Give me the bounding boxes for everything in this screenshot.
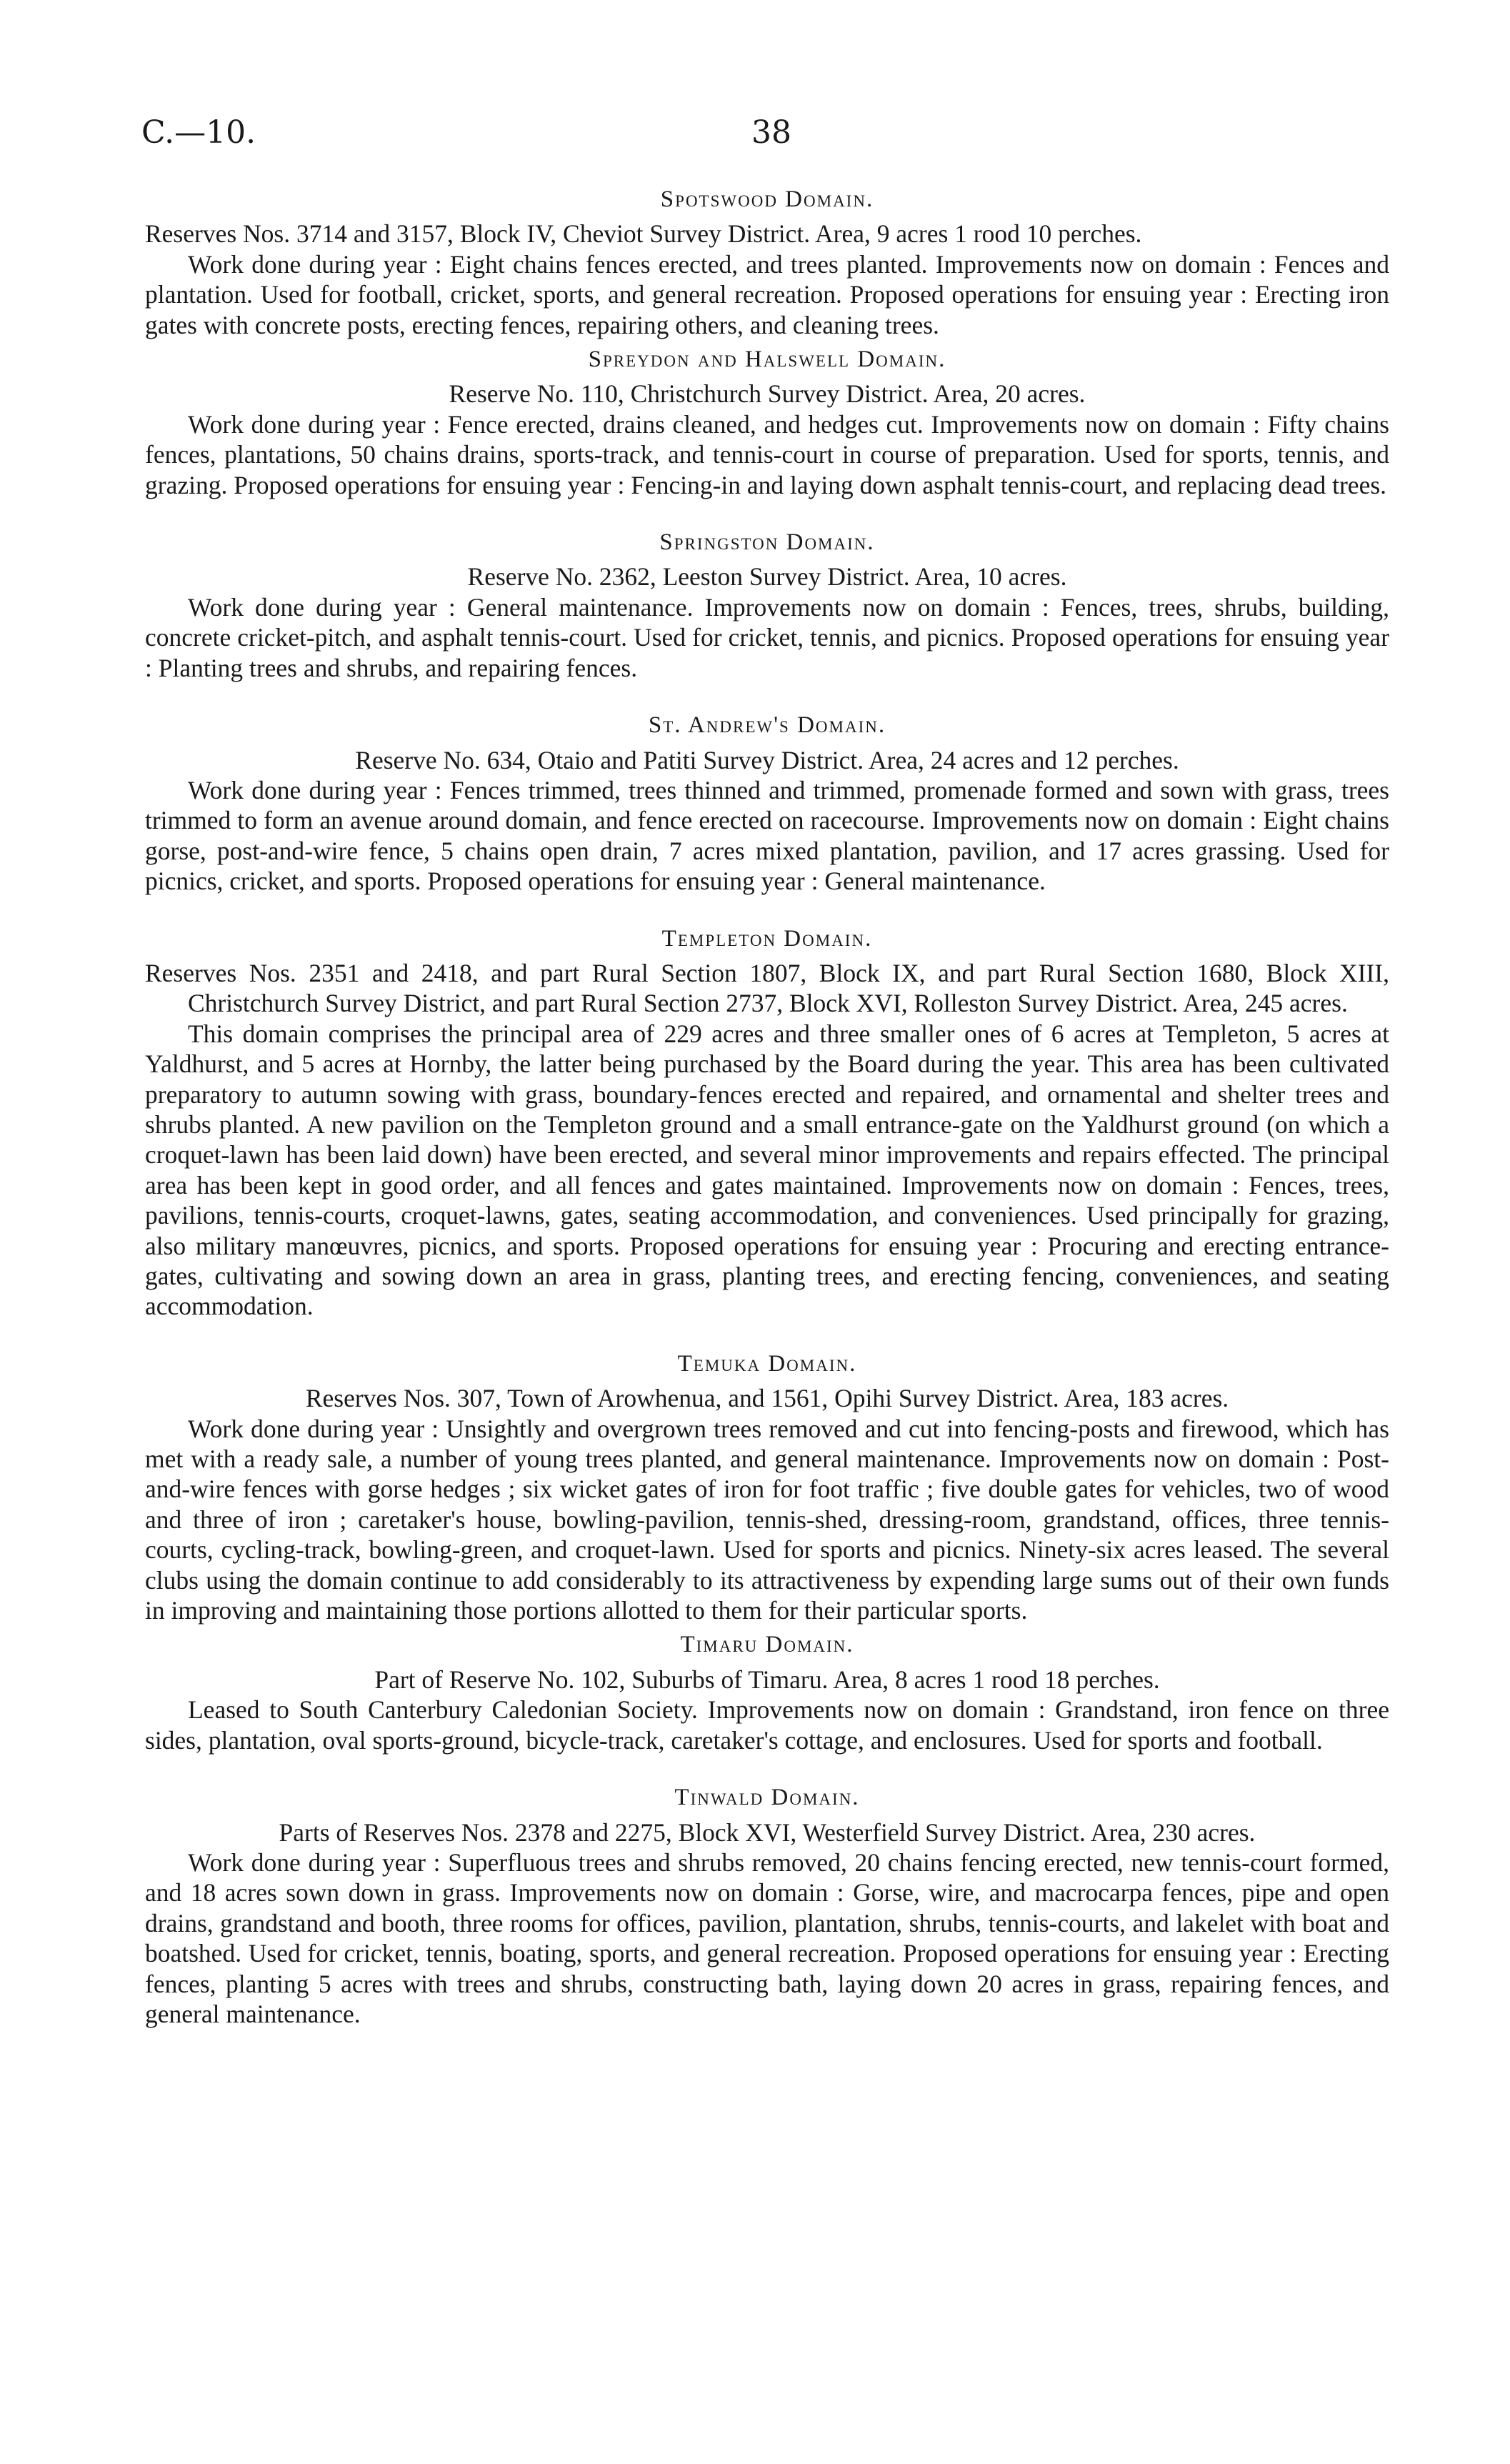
section-paragraph: Work done during year : Fence erected, drains cleaned, and hedges cut. Improvements now on domain : Fifty chains fences, plantations, 50 chains drains, sports-track, and tennis-court in course of preparation. Used for sports, tennis, and grazing. Proposed operations for ensuing year : Fencing-in and laying down asphalt tennis-court, and replacing dead trees. xyxy=(145,409,1389,499)
section-st-andrews-domain xyxy=(145,710,1389,896)
section-spotswood-domain xyxy=(145,184,1389,340)
section-title: Springston Domain. xyxy=(659,529,875,556)
page-number: 38 xyxy=(751,114,791,151)
section-paragraph: This domain comprises the principal area of 229 acres and three smaller ones of 6 acres at Templeton, 5 acres at Yaldhurst, and 5 acres at Hornby, the latter being purchased by the Board during the year. This area has been cultivated preparatory to autumn sowing with grass, boundary-fences erected and repaired, and ornamental and shelter trees and shrubs planted. A new pavilion on the Templeton ground and a small entrance-gate on the Yaldhurst ground (on which a croquet-lawn has been laid down) have been erected, and several minor improvements and repairs effected. The principal area has been kept in good order, and all fences and gates maintained. Improvements now on domain : Fences, trees, pavilions, tennis-courts, croquet-lawns, gates, seating accommodation, and conveniences. Used principally for grazing, also military manœuvres, picnics, and sports. Proposed operations for ensuing year : Procuring and erecting entrance-gates, cultivating and sowing down an area in grass, planting trees, and erecting fencing, conveniences, and seating accommodation. xyxy=(145,1019,1389,1321)
section-paragraph: Work done during year : Unsightly and overgrown trees removed and cut into fencing-posts and firewood, which has met with a ready sale, a number of young trees planted, and general maintenance. Improvements now on domain : Post-and-wire fences with gorse hedges ; six wicket gates of iron for foot traffic ; five double gates for vehicles, two of wood and three of iron ; caretaker's house, bowling-pavilion, tennis-shed, dressing-room, grandstand, offices, three tennis-courts, cycling-track, bowling-green, and croquet-lawn. Used for sports and picnics. Ninety-six acres leased. The several clubs using the domain continue to add considerably to its attractiveness by expending large sums out of their own funds in improving and maintaining those portions allotted to them for their particular sports. xyxy=(145,1414,1389,1625)
section-paragraph: Leased to South Canterbury Caledonian Society. Improvements now on domain : Grandstand, iron fence on three sides, plantation, oval sports-ground, bicycle-track, caretaker's cottage, and enclosures. Used for sports and football. xyxy=(145,1695,1389,1755)
reserve-reference: Reserves Nos. 3714 and 3157, Block IV, Cheviot Survey District. Area, 9 acres 1 rood 10 perches. xyxy=(145,219,1142,249)
reserve-reference: Reserve No. 2362, Leeston Survey District. Area, 10 acres. xyxy=(467,562,1067,592)
reserve-reference: Part of Reserve No. 102, Suburbs of Timaru. Area, 8 acres 1 rood 18 perches. xyxy=(374,1665,1160,1694)
section-timaru-domain xyxy=(145,1630,1389,1755)
section-paragraph: Work done during year : Fences trimmed, trees thinned and trimmed, promenade formed and sown with grass, trees trimmed to form an avenue around domain, and fence erected on racecourse. Improvements now on domain : Eight chains gorse, post-and-wire fence, 5 chains open drain, 7 acres mixed plantation, pavilion, and 17 acres grassing. Used for picnics, cricket, and sports. Proposed operations for ensuing year : General maintenance. xyxy=(145,775,1389,896)
section-paragraph: Work done during year : Superfluous trees and shrubs removed, 20 chains fencing erected, new tennis-court formed, and 18 acres sown down in grass. Improvements now on domain : Gorse, wire, and macrocarpa fences, pipe and open drains, grandstand and booth, three rooms for offices, pavilion, plantation, shrubs, tennis-courts, and lakelet with boat and boatshed. Used for cricket, tennis, boating, sports, and general recreation. Proposed operations for ensuing year : Erecting fences, planting 5 acres with trees and shrubs, constructing bath, laying down 20 acres in grass, repairing fences, and general maintenance. xyxy=(145,1847,1389,2028)
reserve-reference: Reserve No. 110, Christchurch Survey District. Area, 20 acres. xyxy=(449,379,1086,409)
section-title: Timaru Domain. xyxy=(680,1632,854,1658)
section-title: Templeton Domain. xyxy=(661,925,873,952)
section-title: St. Andrew's Domain. xyxy=(648,712,886,739)
reserve-reference: Reserves Nos. 2351 and 2418, and part Rural Section 1807, Block IX, and part Rural Section 1680, Block XIII, Christchurch Survey District, and part Rural Section 2737, Block XVI, Rolleston Survey District. Area, 245 acres. xyxy=(145,958,1389,1018)
section-tinwald-domain xyxy=(145,1782,1389,2029)
report-body xyxy=(145,184,1389,2029)
section-title: Spotswood Domain. xyxy=(660,186,874,212)
reserve-reference: Reserves Nos. 307, Town of Arowhenua, and 1561, Opihi Survey District. Area, 183 acres. xyxy=(305,1384,1229,1413)
reserve-reference: Reserve No. 634, Otaio and Patiti Survey District. Area, 24 acres and 12 perches. xyxy=(355,745,1179,774)
section-springston-domain xyxy=(145,527,1389,683)
section-templeton-domain xyxy=(145,924,1389,1322)
section-paragraph: Work done during year : General maintenance. Improvements now on domain : Fences, trees, shrubs, building, concrete cricket-pitch, and asphalt tennis-court. Used for cricket, tennis, and picnics. Proposed operations for ensuing year : Planting trees and shrubs, and repairing fences. xyxy=(145,592,1389,682)
section-spreydon-halswell-domain xyxy=(145,344,1389,500)
section-title: Temuka Domain. xyxy=(677,1350,857,1377)
parliamentary-paper-code: C.—10. xyxy=(141,114,256,151)
section-temuka-domain xyxy=(145,1349,1389,1626)
reserve-reference: Parts of Reserves Nos. 2378 and 2275, Block XVI, Westerfield Survey District. Area, 230 acres. xyxy=(279,1817,1256,1847)
section-title: Spreydon and Halswell Domain. xyxy=(588,346,946,373)
section-paragraph: Work done during year : Eight chains fences erected, and trees planted. Improvements now on domain : Fences and plantation. Used for football, cricket, sports, and general recreation. Proposed operations for ensuing year : Erecting iron gates with concrete posts, erecting fences, repairing others, and cleaning trees. xyxy=(145,249,1389,339)
section-title: Tinwald Domain. xyxy=(674,1785,860,1811)
